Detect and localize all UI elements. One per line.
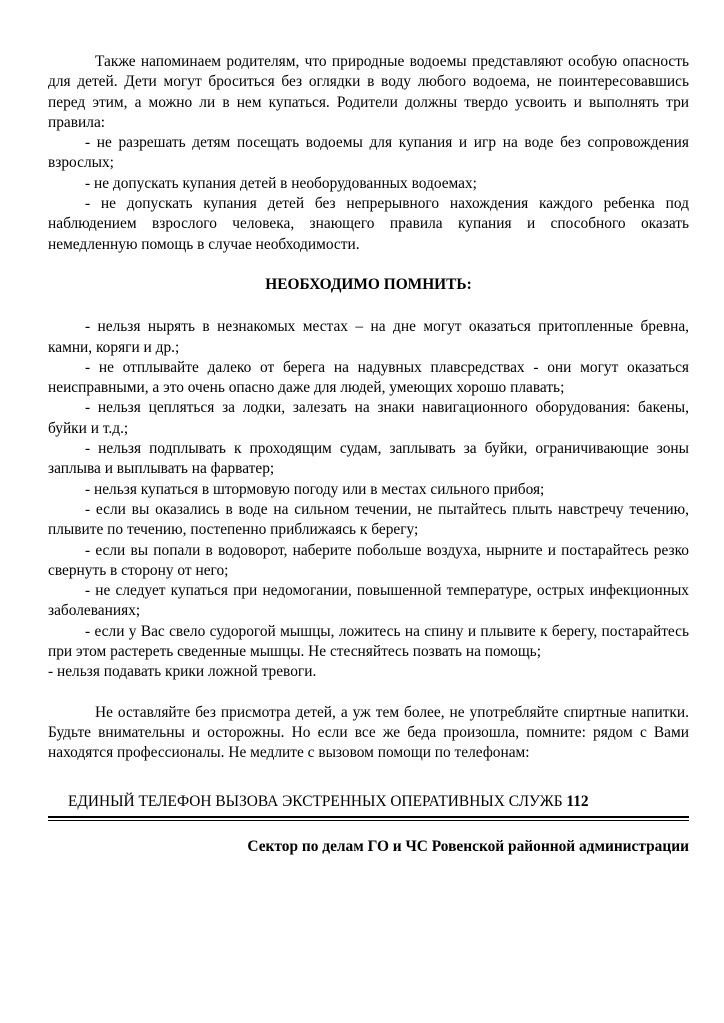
closing-paragraph: Не оставляйте без присмотра детей, а уж тем более, не употребляйте спиртные напитки. Будьте внимательны и осторожны. Но если все же беда произошла, помните: рядом с Вами находятся профессионалы. Не медлите с вызовом помощи по телефонам: [48,703,689,762]
signature: Сектор по делам ГО и ЧС Ровенской районной администрации [247,838,689,856]
intro-paragraph: Также напоминаем родителям, что природные водоемы представляют особую опасность для детей. Дети могут броситься без оглядки в воду любого водоема, не поинтересовавшись перед этим, а можно ли в нем купаться. Родители должны твердо усвоить и выполнять три правила: [48,53,689,131]
section-heading: НЕОБХОДИМО ПОМНИТЬ: [265,275,472,293]
parent-rule-3: - не допускать купания детей без непрерывного нахождения каждого ребенка под наблюдением взрослого человека, знающего правила купания и способного оказать немедленную помощь в случае необходимости. [48,195,689,253]
parent-rule-2: - не допускать купания детей в необорудованных водоемах; [85,174,477,192]
remember-item-9: - если у Вас свело судорогой мышцы, ложитесь на спину и плывите к берегу, постарайтесь при этом растереть сведенные мышцы. Не стесняйтесь позвать на помощь; [48,622,689,661]
divider-thick [48,816,689,819]
remember-item-2: - не отплывайте далеко от берега на надувных плавсредствах - они могут оказаться неисправными, а это очень опасно даже для людей, умеющих хорошо плавать; [48,358,689,397]
remember-item-7: - если вы попали в водоворот, наберите побольше воздуха, нырните и постарайтесь резко свернуть в сторону от него; [48,541,689,579]
parent-rule-1: - не разрешать детям посещать водоемы для купания и игр на воде без сопровождения взрослых; [48,134,689,172]
emergency-phone-line [48,792,689,812]
remember-item-5: - нельзя купаться в штормовую погоду или в местах сильного прибоя; [85,480,545,498]
remember-item-last: - нельзя подавать крики ложной тревоги. [48,663,317,681]
remember-item-8: - не следует купаться при недомогании, повышенной температуре, острых инфекционных заболеваниях; [48,582,689,620]
remember-item-4: - нельзя подплывать к проходящим судам, заплывать за буйки, ограничивающие зоны заплыва и выплывать на фарватер; [48,440,689,478]
emergency-phone-label: ЕДИНЫЙ ТЕЛЕФОН ВЫЗОВА ЭКСТРЕННЫХ ОПЕРАТИВНЫХ СЛУЖБ [68,792,567,810]
document-page [48,52,689,873]
remember-item-6: - если вы оказались в воде на сильном течении, не пытайтесь плыть навстречу течению, плывите по течению, постепенно приближаясь к берегу; [48,500,689,539]
remember-item-1: - нельзя нырять в незнакомых местах – на дне могут оказаться притопленные бревна, камни, коряги и др.; [48,318,689,356]
remember-item-3: - нельзя цепляться за лодки, залезать на знаки навигационного оборудования: бакены, буйки и т.д.; [48,399,689,437]
emergency-phone-number: 112 [566,792,589,810]
divider-thin [48,820,689,821]
